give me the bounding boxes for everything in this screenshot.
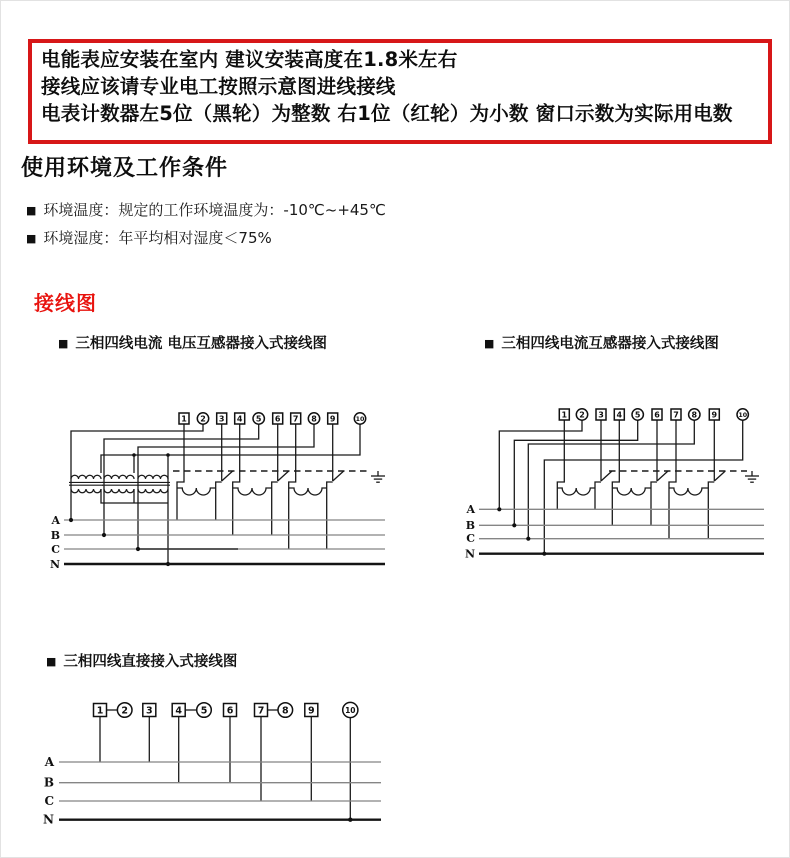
terminal-number: 4 [236,414,243,424]
voltage-transformer-icon [69,475,170,493]
terminal-number: 2 [200,414,206,424]
junction-dots [497,507,546,556]
phase-label: N [43,812,54,827]
terminal-number: 2 [579,410,585,420]
section-title-environment: 使用环境及工作条件 [21,156,229,181]
terminal-drop-wires [100,717,350,820]
ground-icon [745,471,759,482]
diagram-label-direct [46,650,237,671]
notice-line: 接线应该请专业电工按照示意图进线接线 [41,75,396,98]
phase-label: B [43,775,54,790]
phase-label: C [44,794,54,808]
section-title-wiring: 接线图 [34,291,97,315]
terminal-number: 5 [634,410,641,420]
terminal-number: 9 [329,414,336,424]
diagram-direct-wiring [36,696,391,831]
terminal-number: 6 [226,705,234,717]
phase-lines [479,509,764,553]
terminal-row [559,409,748,420]
terminal-number: 10 [345,706,356,716]
phase-label: C [51,542,60,556]
terminal-number: 9 [307,705,315,717]
terminal-number: 3 [598,410,604,420]
notice-line: 电表计数器左5位（黑轮）为整数 右1位（红轮）为小数 窗口示数为实际用电数 [41,102,733,125]
terminal-number: 2 [121,705,129,717]
env-item-humidity [26,227,272,248]
phase-labels [465,503,476,561]
terminal-number: 1 [181,414,187,424]
bullet-square-icon: ■ [26,232,37,245]
bullet-square-icon: ■ [58,337,69,350]
terminal-number: 7 [673,410,679,420]
voltage-tap-wires [499,420,742,554]
bullet-square-icon: ■ [26,204,37,217]
diagram-label-text: 三相四线电流互感器接入式接线图 [501,336,719,352]
terminal-number: 4 [616,410,623,420]
terminal-number: 1 [561,410,568,420]
bullet-square-icon: ■ [46,655,57,668]
terminal-number: 6 [274,414,281,424]
terminal-number: 8 [691,410,698,420]
phase-label: N [49,557,60,571]
terminal-number: 7 [257,705,265,717]
phase-labels [43,755,55,827]
diagram-label-ct [484,332,719,353]
terminal-number: 5 [255,414,262,424]
terminal-number: 9 [711,410,718,420]
phase-label: A [44,755,54,769]
phase-lines [64,520,385,564]
current-transformer-icon [177,424,344,549]
env-item-text: 环境温度：规定的工作环境温度为：-10℃~+45℃ [43,201,386,219]
phase-label: N [464,547,475,561]
terminal-number: 7 [292,414,299,424]
ground-icon [371,471,385,482]
phase-label: B [50,528,60,542]
terminal-number: 10 [355,416,365,424]
terminal-number: 5 [200,705,208,717]
diagram-label-text: 三相四线直接接入式接线图 [63,654,238,670]
terminal-number: 3 [145,705,153,717]
env-item-temperature [26,199,386,220]
terminal-number: 4 [175,705,183,717]
bullet-square-icon: ■ [484,337,495,350]
diagram-pt-ct-wiring [41,399,391,581]
diagram-ct-wiring [456,399,771,571]
terminal-row [179,413,366,424]
notice-box [28,39,772,144]
terminal-number: 6 [654,410,660,420]
phase-label: C [466,532,475,546]
terminal-number: 8 [311,414,317,424]
current-transformer-icon [557,420,725,539]
terminal-number: 10 [738,412,748,420]
diagram-label-pt-ct [58,332,327,353]
notice-line: 电能表应安装在室内 建议安装高度在1.8米左右 [41,48,458,71]
terminal-number: 8 [281,705,289,717]
env-item-text: 环境湿度：年平均相对湿度＜75% [43,229,272,247]
phase-labels [50,514,61,571]
diagram-label-text: 三相四线电流 电压互感器接入式接线图 [75,336,327,352]
terminal-number: 3 [218,414,225,424]
junction-dot [348,818,352,822]
phase-label: A [51,513,60,527]
phase-lines [59,762,381,820]
phase-label: A [466,502,475,516]
phase-label: B [465,518,475,532]
terminal-number: 1 [96,705,104,717]
terminal-row [94,702,358,717]
